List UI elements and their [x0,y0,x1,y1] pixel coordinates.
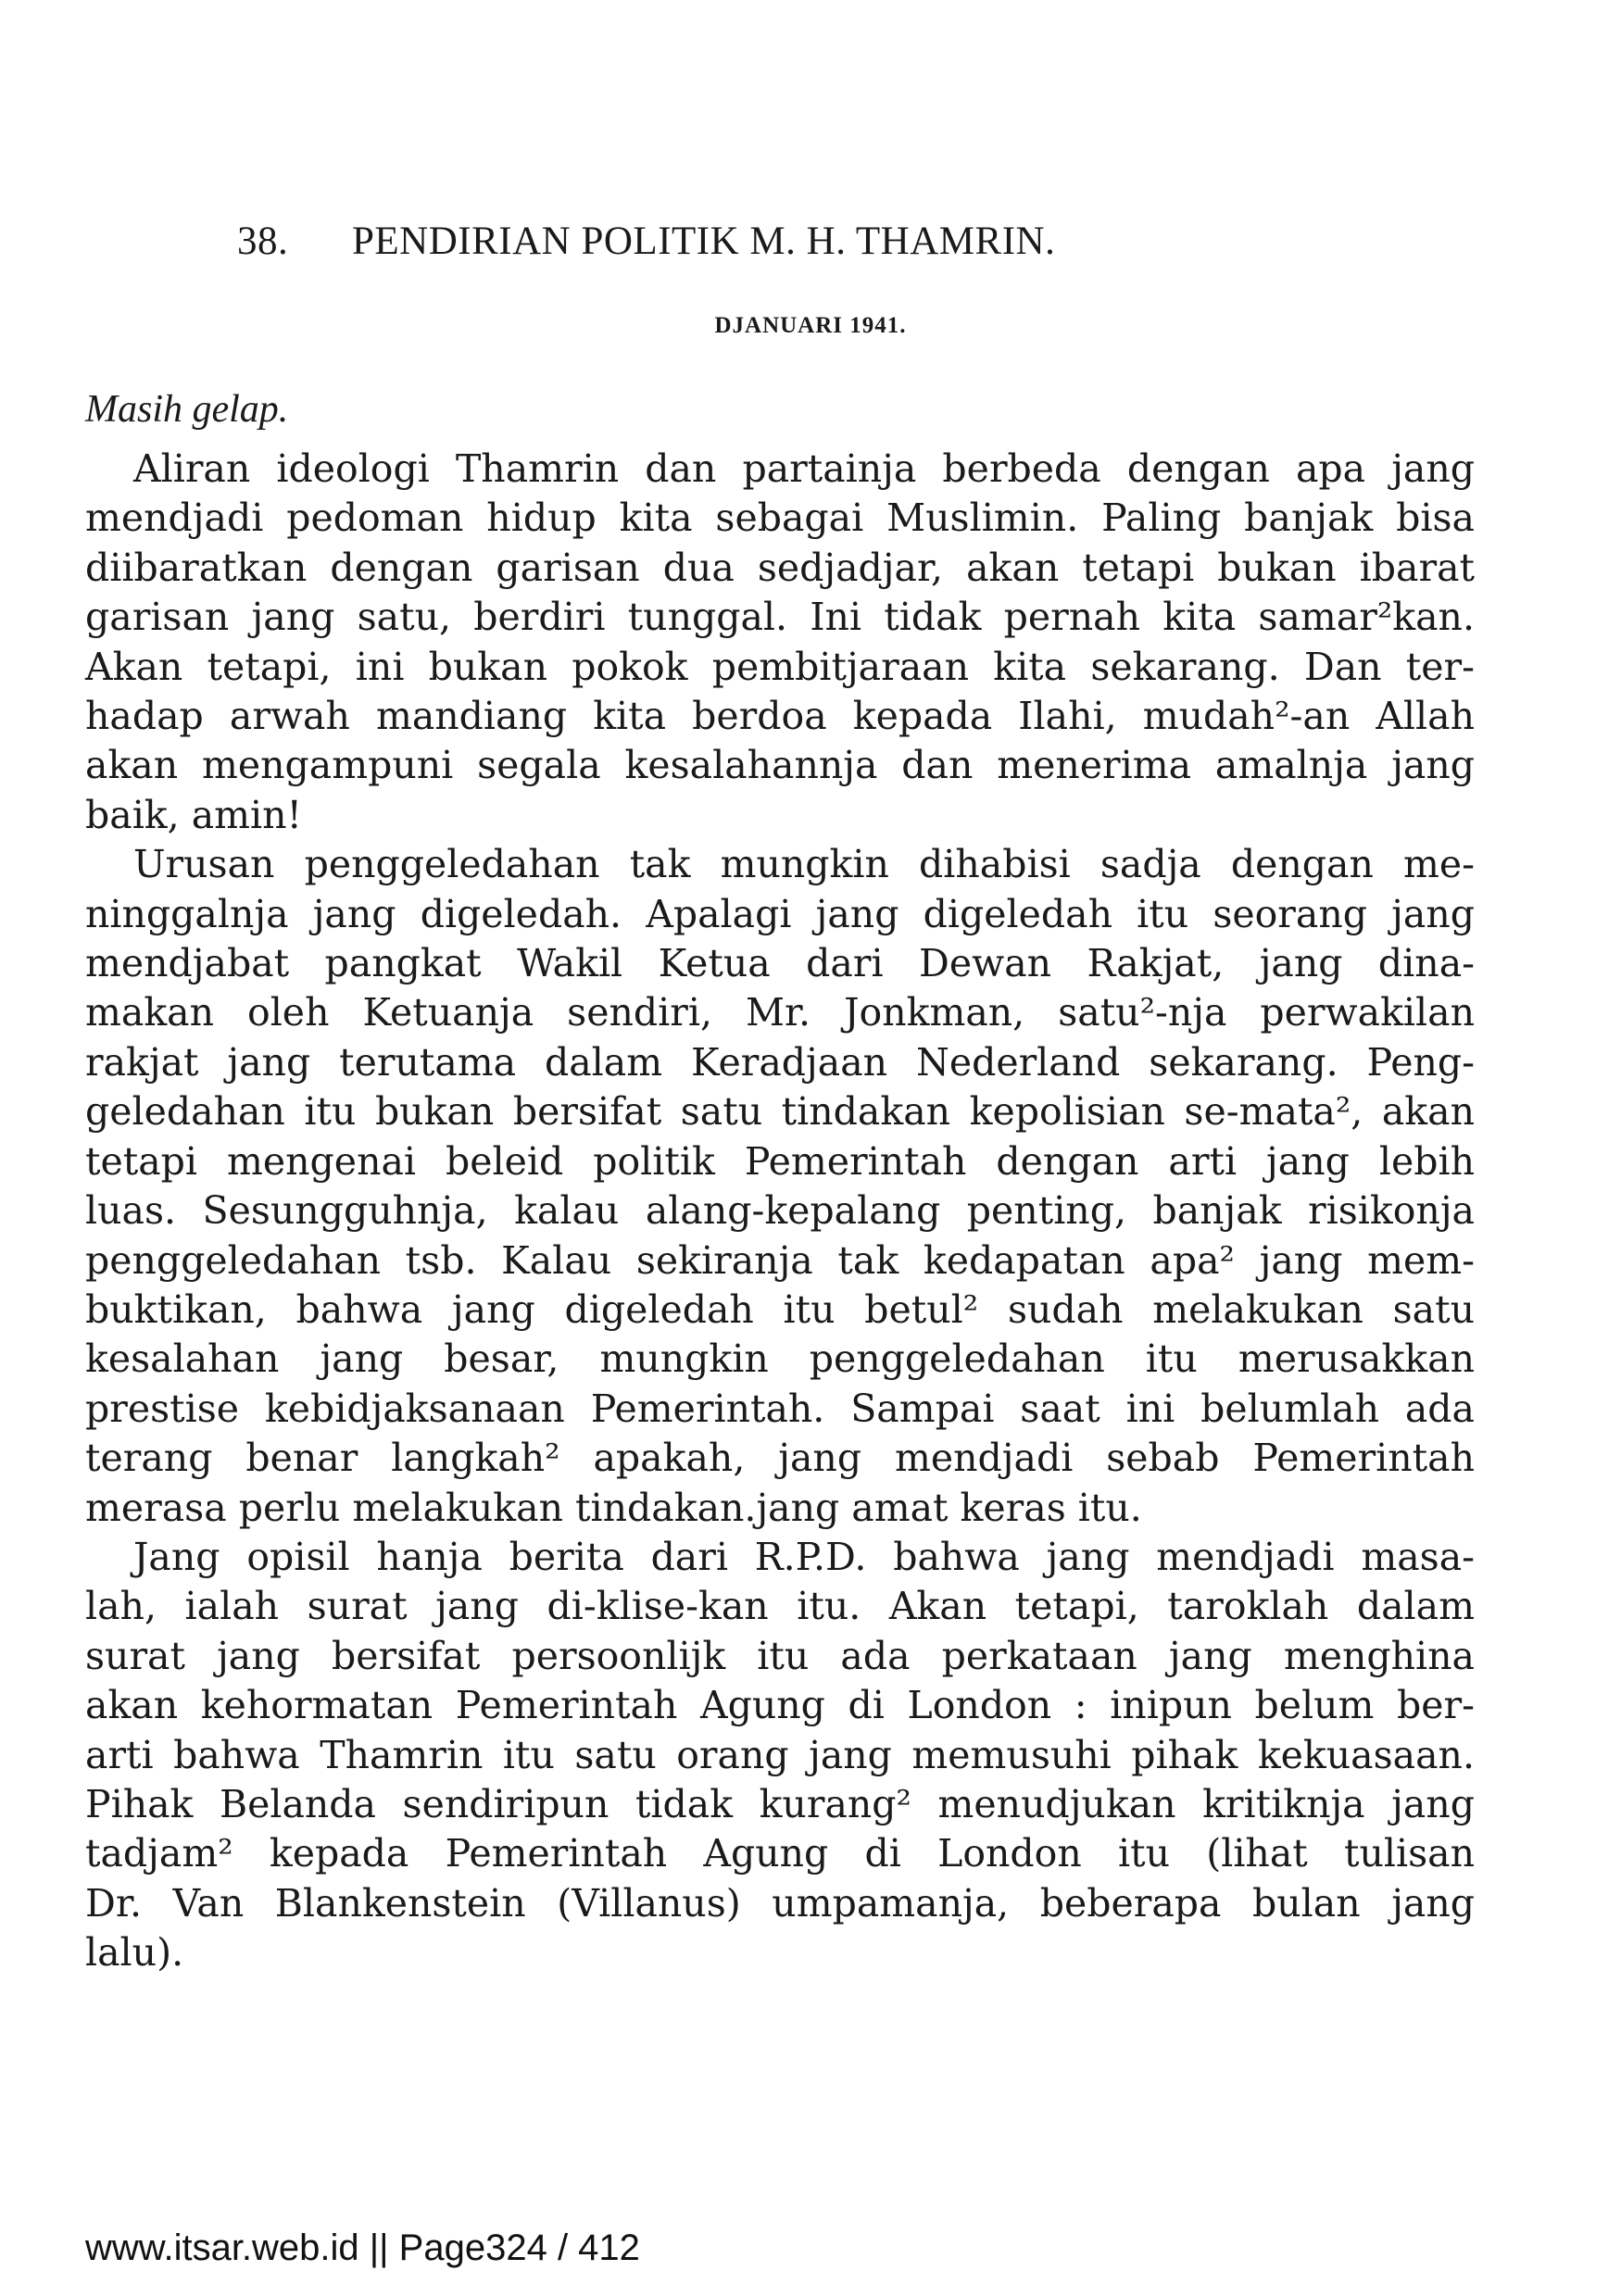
text-line: geledahan itu bukan bersifat satu tindakan kepolisian se-mata², akan [85,1089,1475,1135]
text-line: baik, amin! [85,792,303,837]
text-line: mendjadi pedoman hidup kita sebagai Muslimin. Paling banjak bisa [85,496,1475,541]
text-line: diibaratkan dengan garisan dua sedjadjar, akan tetapi bukan ibarat [85,545,1475,590]
text-line: Akan tetapi, ini bukan pokok pembitjaraan kita sekarang. Dan ter- [85,644,1475,689]
section-subtitle: Masih gelap. [85,388,289,431]
text-line: Urusan penggeledahan tak mungkin dihabisi sadja dengan me- [133,842,1475,887]
text-line: lalu). [85,1930,184,1976]
text-line: garisan jang satu, berdiri tunggal. Ini tidak pernah kita samar²kan. [85,595,1475,640]
text-line: Pihak Belanda sendiripun tidak kurang² menudjukan kritiknja jang [85,1781,1475,1826]
text-line: tetapi mengenai beleid politik Pemerintah dengan arti jang lebih [85,1138,1475,1184]
text-line: hadap arwah mandiang kita berdoa kepada Ilahi, mudah²-an Allah [85,694,1475,739]
text-line: prestise kebidjaksanaan Pemerintah. Sampai saat ini belumlah ada [85,1386,1475,1431]
text-line: tadjam² kepada Pemerintah Agung di London itu (lihat tulisan [85,1831,1475,1876]
text-line: rakjat jang terutama dalam Keradjaan Nederland sekarang. Peng- [85,1039,1475,1085]
text-line: buktikan, bahwa jang digeledah itu betul² sudah melakukan satu [85,1286,1475,1332]
dateline: DJANUARI 1941. [714,313,907,338]
chapter-number: 38. [237,220,289,263]
text-line: arti bahwa Thamrin itu satu orang jang memusuhi pihak kekuasaan. [85,1732,1475,1777]
page-footer: www.itsar.web.id || Page324 / 412 [85,2227,640,2268]
text-line: makan oleh Ketuanja sendiri, Mr. Jonkman, satu²-nja perwakilan [85,990,1475,1035]
paragraph [85,445,1475,840]
text-line: penggeledahan tsb. Kalau sekiranja tak kedapatan apa² jang mem- [85,1237,1475,1283]
text-line: akan kehormatan Pemerintah Agung di London : inipun belum ber- [85,1683,1475,1728]
text-line: akan mengampuni segala kesalahannja dan menerima amalnja jang [85,743,1475,788]
text-line: lah, ialah surat jang di-klise-kan itu. Akan tetapi, taroklah dalam [85,1584,1475,1629]
paragraph [85,840,1475,1533]
text-line: terang benar langkah² apakah, jang mendjadi sebab Pemerintah [85,1436,1475,1481]
text-line: merasa perlu melakukan tindakan.jang amat keras itu. [85,1485,1142,1530]
chapter-heading [237,219,1055,264]
text-line: Aliran ideologi Thamrin dan partainja berbeda dengan apa jang [133,446,1475,491]
paragraph [85,1533,1475,1978]
text-line: Jang opisil hanja berita dari R.P.D. bahwa jang mendjadi masa- [133,1534,1475,1579]
body-text [85,445,1475,1978]
text-line: kesalahan jang besar, mungkin penggeledahan itu merusakkan [85,1336,1475,1382]
text-line: ninggalnja jang digeledah. Apalagi jang digeledah itu seorang jang [85,891,1475,936]
chapter-title: PENDIRIAN POLITIK M. H. THAMRIN. [352,220,1056,263]
text-line: mendjabat pangkat Wakil Ketua dari Dewan Rakjat, jang dina- [85,941,1475,986]
text-line: Dr. Van Blankenstein (Villanus) umpamanja, beberapa bulan jang [85,1880,1475,1926]
text-line: surat jang bersifat persoonlijk itu ada perkataan jang menghina [85,1633,1475,1678]
text-line: luas. Sesungguhnja, kalau alang-kepalang penting, banjak risikonja [85,1188,1475,1234]
